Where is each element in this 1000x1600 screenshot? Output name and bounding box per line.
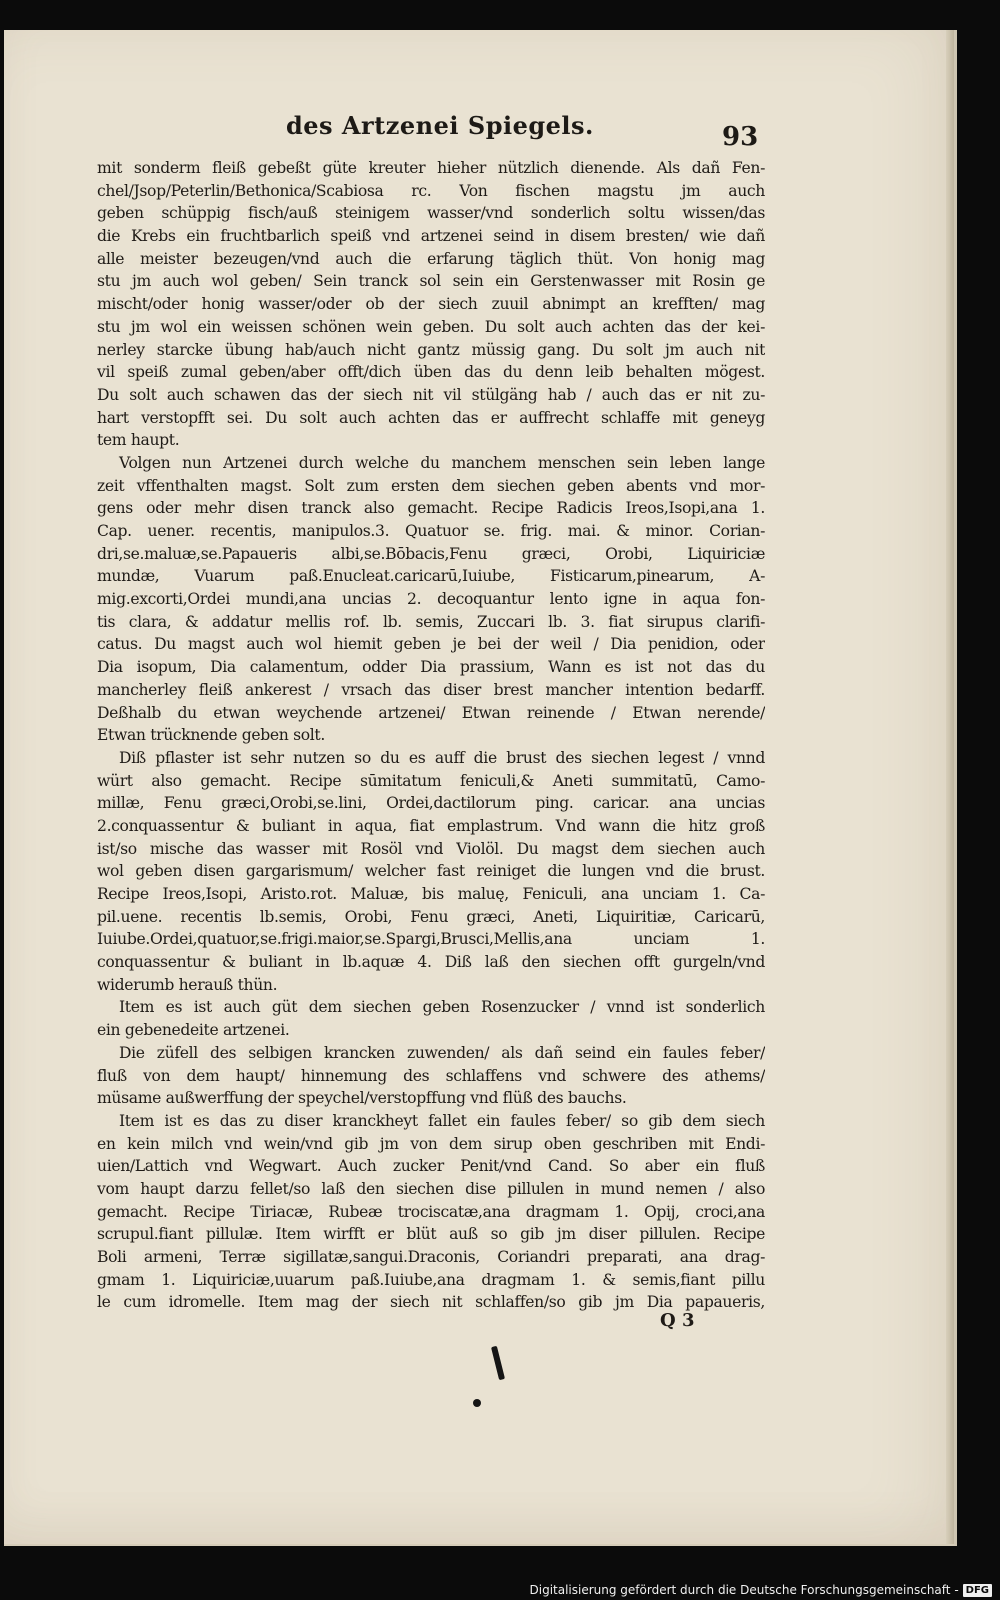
digitization-credit [530, 1583, 993, 1597]
text-line: pil.uene. recentis lb.semis, Orobi, Fenu græci, Aneti, Liquiritiæ, Caricarū, [97, 907, 765, 926]
text-line: en kein milch vnd wein/vnd gib jm von dem sirup oben geschriben mit Endi- [97, 1134, 765, 1153]
text-line: mundæ, Vuarum paß.Enucleat.caricarū,Iuiube, Fisticarum,pinearum, A- [97, 567, 765, 586]
text-line: 2.conquassentur & buliant in aqua, fiat emplastrum. Vnd wann die hitz groß [97, 816, 765, 835]
text-line: chel/Jsop/Peterlin/Bethonica/Scabiosa rc. Von fischen magstu jm auch [97, 181, 765, 200]
text-line: Iuiube.Ordei,quatuor,se.frigi.maior,se.Spargi,Brusci,Mellis,ana unciam 1. [97, 930, 765, 949]
text-line: mit sonderm fleiß gebeßt güte kreuter hieher nützlich dienende. Als dañ Fen- [97, 159, 765, 177]
text-line: Dia isopum, Dia calamentum, odder Dia prassium, Wann es ist not das du [97, 658, 765, 677]
text-line: wol geben disen gargarismum/ welcher fast reiniget die lungen vnd die brust. [97, 862, 765, 881]
text-line: gens oder mehr disen tranck also gemacht. Recipe Radicis Ireos,Isopi,ana 1. [97, 499, 765, 518]
credit-text: Digitalisierung gefördert durch die Deutsche Forschungsgemeinschaft - [529, 1583, 959, 1597]
text-line: dri,se.maluæ,se.Papaueris albi,se.Bōbacis,Fenu græci, Orobi, Liquiriciæ [97, 544, 765, 563]
text-line: stu jm wol ein weissen schönen wein geben. Du solt auch achten das der kei- [97, 317, 765, 336]
text-line: uien/Lattich vnd Wegwart. Auch zucker Penit/vnd Cand. So aber ein fluß [97, 1157, 765, 1176]
text-line: tis clara, & addatur mellis rof. lb. semis, Zuccari lb. 3. fiat sirupus clarifi- [97, 612, 765, 631]
text-line: Item es ist auch güt dem siechen geben Rosenzucker / vnnd ist sonderlich [119, 998, 765, 1017]
text-line: Boli armeni, Terræ sigillatæ,sangui.Draconis, Coriandri preparati, ana drag- [97, 1248, 765, 1266]
dfg-logo: DFG [963, 1584, 992, 1597]
text-line: ein gebenedeite artzenei. [97, 1021, 290, 1040]
page-edge [946, 30, 954, 1544]
text-line: scrupul.fiant pillulæ. Item wirfft er blüt auß so gib jm diser pillulen. Recipe [97, 1225, 765, 1244]
ink-dot-mark [473, 1399, 481, 1407]
body-text [97, 157, 765, 1314]
text-line: hart verstopfft sei. Du solt auch achten das er auffrecht schlaffe mit geneyg [97, 408, 765, 427]
text-line: zeit vffenthalten magst. Solt zum ersten dem siechen geben abents vnd mor- [97, 476, 765, 495]
text-line: Item ist es das zu diser kranckheyt fallet ein faules feber/ so gib dem siech [119, 1111, 765, 1130]
text-line: catus. Du magst auch wol hiemit geben je bei der weil / Dia penidion, oder [97, 635, 765, 654]
page-number: 93 [722, 122, 759, 152]
text-line: gmam 1. Liquiriciæ,uuarum paß.Iuiube,ana dragmam 1. & semis,fiant pillu [97, 1270, 765, 1289]
text-line: Cap. uener. recentis, manipulos.3. Quatuor se. frig. mai. & minor. Corian- [97, 522, 765, 540]
text-line: Deßhalb du etwan weychende artzenei/ Etwan reinende / Etwan nerende/ [97, 703, 765, 722]
text-line: fluß von dem haupt/ hinnemung des schlaffens vnd schwere des athems/ [97, 1066, 765, 1085]
text-line: vom haupt darzu fellet/so laß den siechen dise pillulen in mund nemen / also [97, 1179, 765, 1198]
text-line: conquassentur & buliant in lb.aquæ 4. Diß laß den siechen offt gurgeln/vnd [97, 953, 765, 972]
text-line: Volgen nun Artzenei durch welche du manchem menschen sein leben lange [119, 453, 765, 472]
text-line: widerumb herauß thün. [97, 975, 278, 994]
text-line: Die züfell des selbigen krancken zuwenden/ als dañ seind ein faules feber/ [119, 1043, 765, 1062]
running-title: des Artzenei Spiegels. [286, 111, 594, 140]
text-line: millæ, Fenu græci,Orobi,se.lini, Ordei,dactilorum ping. caricar. ana uncias [97, 794, 765, 813]
text-line: gemacht. Recipe Tiriacæ, Rubeæ trociscatæ,ana dragmam 1. Opij, croci,ana [97, 1202, 765, 1221]
text-line: alle meister bezeugen/vnd auch die erfarung täglich thüt. Von honig mag [97, 249, 765, 268]
text-line: Recipe Ireos,Isopi, Aristo.rot. Maluæ, bis maluę, Feniculi, ana unciam 1. Ca- [97, 885, 765, 903]
text-line: mig.excorti,Ordei mundi,ana uncias 2. decoquantur lento igne in aqua fon- [97, 590, 765, 609]
text-line: Du solt auch schawen das der siech nit vil stülgäng hab / auch das er nit zu- [97, 385, 765, 404]
signature-mark: Q 3 [660, 1310, 695, 1331]
text-line: Diß pflaster ist sehr nutzen so du es auff die brust des siechen legest / vnnd [119, 748, 765, 767]
text-line: ist/so mische das wasser mit Rosöl vnd Violöl. Du magst dem siechen auch [97, 839, 765, 858]
text-line: müsame außwerffung der speychel/verstopffung vnd flüß des bauchs. [97, 1089, 627, 1108]
text-line: die Krebs ein fruchtbarlich speiß vnd artzenei seind in disem bresten/ wie dañ [97, 227, 765, 246]
text-line: mischt/oder honig wasser/oder ob der siech zuuil abnimpt an krefften/ mag [97, 295, 765, 314]
text-line: geben schüppig fisch/auß steinigem wasser/vnd sonderlich soltu wissen/das [97, 204, 765, 223]
text-line: le cum idromelle. Item mag der siech nit schlaffen/so gib jm Dia papaueris, [97, 1293, 765, 1312]
text-line: Etwan trücknende geben solt. [97, 726, 325, 745]
text-line: nerley starcke übung hab/auch nicht gantz müssig gang. Du solt jm auch nit [97, 340, 765, 359]
text-line: tem haupt. [97, 431, 180, 450]
text-line: stu jm auch wol geben/ Sein tranck sol sein ein Gerstenwasser mit Rosin ge [97, 272, 765, 291]
text-line: vil speiß zumal geben/aber offt/dich üben das du denn leib behalten mögest. [97, 363, 765, 382]
text-line: mancherley fleiß ankerest / vrsach das diser brest mancher intention bedarff. [97, 680, 765, 699]
text-line: würt also gemacht. Recipe sūmitatum feniculi,& Aneti summitatū, Camo- [97, 771, 765, 790]
